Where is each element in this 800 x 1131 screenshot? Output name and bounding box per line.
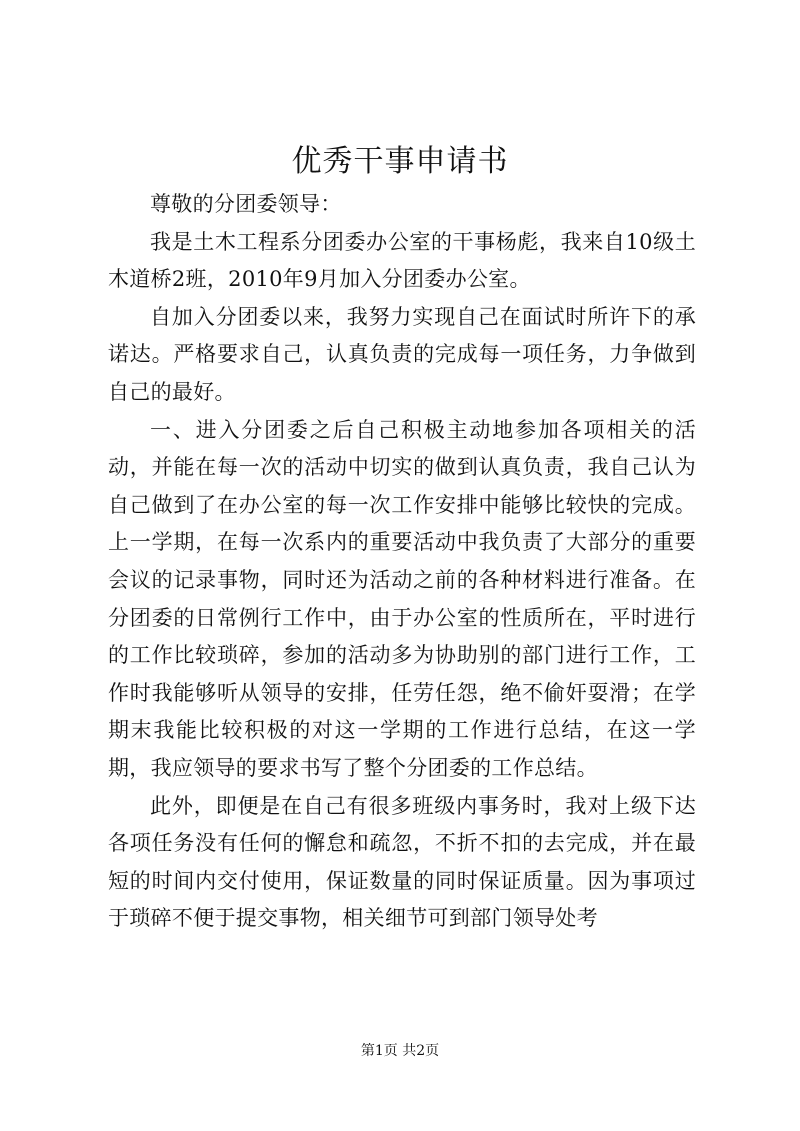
salutation: 尊敬的分团委领导： [150,192,342,216]
document-title: 优秀干事申请书 [291,144,509,179]
paragraph-intro: 我是土木工程系分团委办公室的干事杨彪，我来自10级土木道桥2班，2010年9月加入分团委办公室。 [108,229,696,292]
page-number-footer: 第1页 共2页 [360,1043,440,1059]
paragraph-additional: 此外，即便是在自己有很多班级内事务时，我对上级下达各项任务没有任何的懈怠和疏忽，不折不扣的去完成，并在最短的时间内交付使用，保证数量的同时保证质量。因为事项过于琐碎不便于提交事物，相关细节可到部门领导处考 [108,793,696,931]
paragraph-commitment: 自加入分团委以来，我努力实现自己在面试时所许下的承诺达。严格要求自己，认真负责的完成每一项任务，力争做到自己的最好。 [108,304,696,404]
paragraph-work-details: 一、进入分团委之后自己积极主动地参加各项相关的活动，并能在每一次的活动中切实的做到认真负责，我自己认为自己做到了在办公室的每一次工作安排中能够比较快的完成。上一学期，在每一次系内的重要活动中我负责了大部分的重要会议的记录事物，同时还为活动之前的各种材料进行准备。在分团委的日常例行工作中，由于办公室的性质所在，平时进行的工作比较琐碎，参加的活动多为协助别的部门进行工作，工作时我能够听从领导的安排，任劳任怨，绝不偷奸耍滑；在学期末我能比较积极的对这一学期的工作进行总结，在这一学期，我应领导的要求书写了整个分团委的工作总结。 [108,417,696,780]
document-body [108,186,696,938]
